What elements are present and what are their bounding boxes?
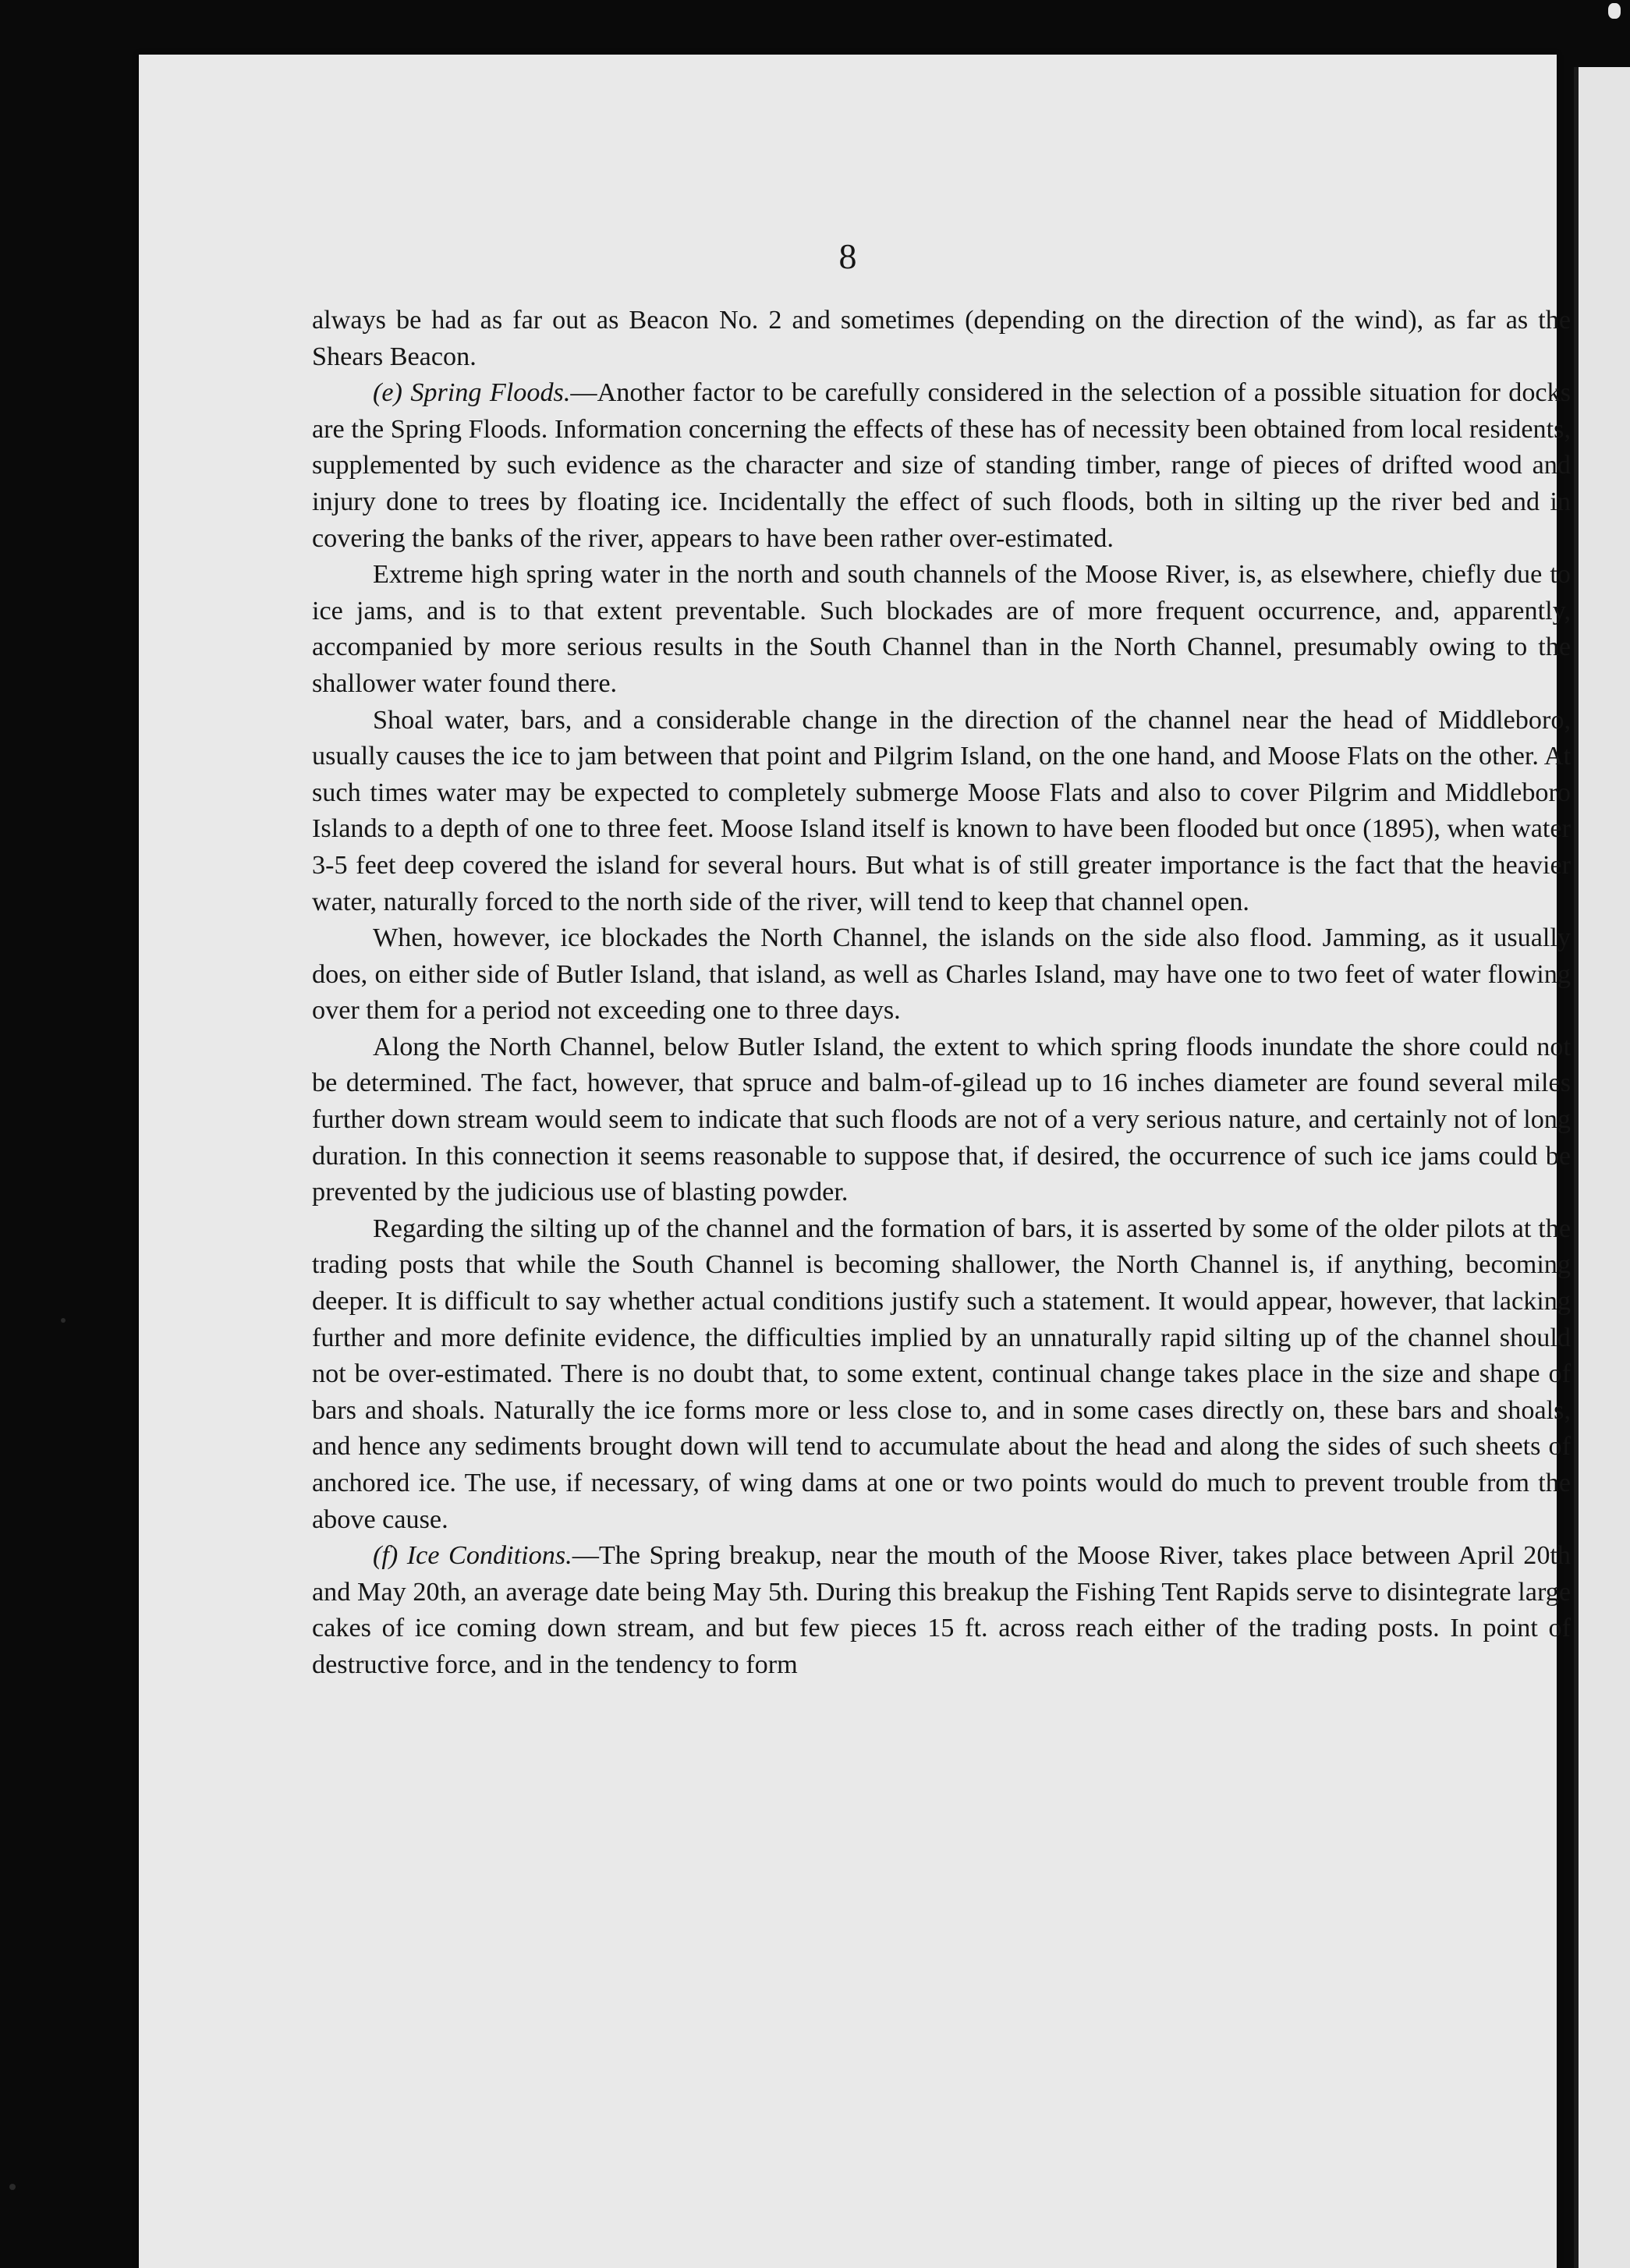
paragraph-text: Shoal water, bars, and a considerable change in the direction of the channel near the head of Middleboro, usually causes the ice to jam between that point and Pilgrim Island, on the one hand, and Moose Flats on the other. At such times water may be expected to completely submerge Moose Flats and also to cover Pilgrim and Middleboro Islands to a depth of one to three feet. Moose Island itself is known to have been flooded but once (1895), when water 3-5 feet deep covered the island for several hours. But what is of still greater importance is the fact that the heavier water, naturally forced to the north side of the river, will tend to keep that channel open.	[312, 705, 1571, 916]
paragraph-text: —Another factor to be carefully considered in the selection of a possible situation for docks are the Spring Floods. Information concerning the effects of these has of necessity been obtained from local residents, supplemented by such evidence as the character and size of standing timber, range of pieces of drifted wood and injury done to trees by floating ice. Incidentally the effect of such floods, both in silting up the river bed and in covering the banks of the river, appears to have been rather over-estimated.	[312, 378, 1571, 553]
paragraph-text: Along the North Channel, below Butler Island, the extent to which spring floods inundate the shore could not be determined. The fact, however, that spruce and balm-of-gilead up to 16 inches diameter are found several miles further down stream would seem to indicate that such floods are not of a very serious nature, and certainly not of long duration. In this connection it seems reasonable to suppose that, if desired, the occurrence of such ice jams could be prevented by the judicious use of blasting powder.	[312, 1032, 1571, 1207]
paragraph	[312, 1029, 1571, 1211]
paragraph	[312, 375, 1571, 557]
scan-speck	[9, 2184, 16, 2190]
paragraph	[312, 557, 1571, 702]
paragraph-text: Extreme high spring water in the north and south channels of the Moose River, is, as elsewhere, chiefly due to ice jams, and is to that extent preventable. Such blockades are of more frequent occurrence, and, apparently, accompanied by more serious results in the South Channel than in the North Channel, presumably owing to the shallower water found there.	[312, 560, 1571, 698]
paragraph	[312, 920, 1571, 1029]
section-heading: (f) Ice Conditions.	[373, 1541, 572, 1571]
page-number: 8	[838, 236, 857, 276]
body-text	[312, 303, 1571, 1684]
scan-mark	[1608, 3, 1621, 19]
paragraph	[312, 703, 1571, 921]
paragraph	[312, 1211, 1571, 1538]
paragraph-text: Regarding the silting up of the channel and the formation of bars, it is asserted by some of the older pilots at the trading posts that while the South Channel is becoming shallower, the North Channel is, if anything, becoming deeper. It is difficult to say whether actual conditions justify such a statement. It would appear, however, that lacking further and more definite evidence, the difficulties implied by an unnaturally rapid silting up of the channel should not be over-estimated. There is no doubt that, to some extent, continual change takes place in the size and shape of bars and shoals. Naturally the ice forms more or less close to, and in some cases directly on, these bars and shoals, and hence any sediments brought down will tend to accumulate about the head and along the sides of such sheets of anchored ice. The use, if necessary, of wing dams at one or two points would do much to prevent trouble from the above cause.	[312, 1214, 1571, 1534]
paragraph-text: always be had as far out as Beacon No. 2 and sometimes (depending on the direction of the wind), as far as the Shears Beacon.	[312, 306, 1571, 371]
section-heading: (e) Spring Floods.	[373, 378, 571, 408]
paragraph	[312, 1538, 1571, 1683]
paragraph	[312, 303, 1571, 375]
scan-speck	[61, 1318, 66, 1323]
paragraph-text: —The Spring breakup, near the mouth of the Moose River, takes place between April 20th and May 20th, an average date being May 5th. During this breakup the Fishing Tent Rapids serve to disintegrate large cakes of ice coming down stream, and but few pieces 15 ft. across reach either of the trading posts. In point of destructive force, and in the tendency to form	[312, 1541, 1571, 1679]
paragraph-text: When, however, ice blockades the North Channel, the islands on the side also flood. Jamming, as it usually does, on either side of Butler Island, that island, as well as Charles Island, may have one to two feet of water flowing over them for a period not exceeding one to three days.	[312, 923, 1571, 1026]
adjacent-page-edge	[1574, 67, 1630, 2268]
document-page	[139, 55, 1571, 2268]
